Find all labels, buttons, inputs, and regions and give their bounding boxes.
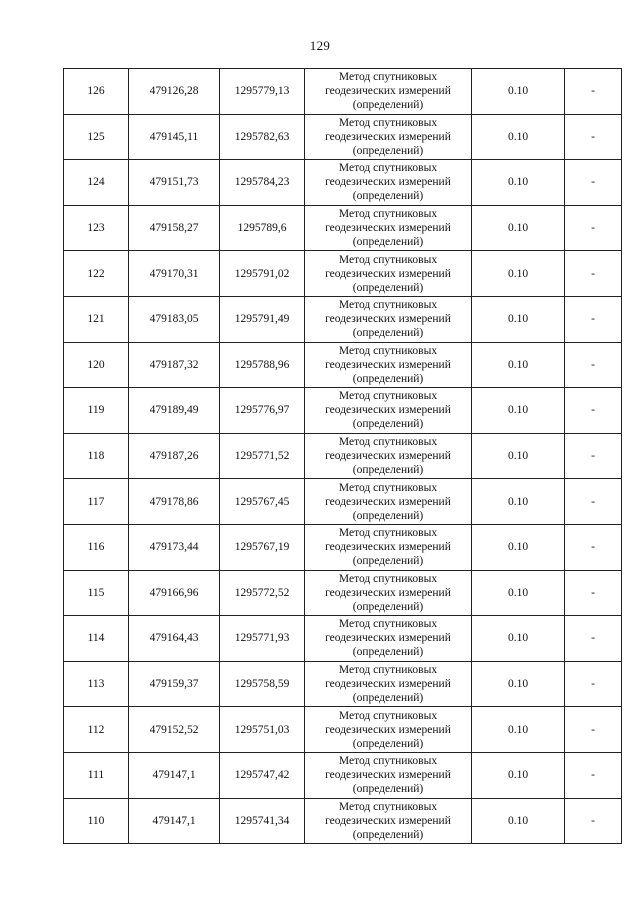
- y-coordinate-cell: 1295771,93: [220, 616, 305, 662]
- point-number-cell: 118: [64, 433, 129, 479]
- y-coordinate-cell: 1295791,02: [220, 251, 305, 297]
- y-coordinate-cell: 1295784,23: [220, 160, 305, 206]
- method-line: геодезических измерений: [325, 678, 451, 690]
- accuracy-cell: 0.10: [472, 707, 565, 753]
- method-line: (определений): [352, 144, 424, 157]
- y-coordinate-cell: 1295772,52: [220, 570, 305, 616]
- method-line: Метод спутниковых: [338, 572, 438, 585]
- method-line: Метод спутниковых: [338, 299, 438, 312]
- accuracy-cell: 0.10: [472, 251, 565, 297]
- method-cell: [305, 160, 472, 206]
- table-row: [64, 114, 622, 160]
- method-line: Метод спутниковых: [338, 71, 438, 84]
- method-line: (определений): [352, 236, 424, 249]
- description-cell: -: [565, 69, 622, 115]
- method-cell: [305, 251, 472, 297]
- x-coordinate-cell: 479164,43: [129, 616, 220, 662]
- point-number-cell: 116: [64, 524, 129, 570]
- accuracy-cell: 0.10: [472, 524, 565, 570]
- method-line: Метод спутниковых: [338, 253, 438, 266]
- point-number-cell: 113: [64, 661, 129, 707]
- method-line: геодезических измерений: [325, 313, 451, 326]
- method-line: (определений): [352, 372, 424, 385]
- x-coordinate-cell: 479189,49: [129, 388, 220, 434]
- method-line: (определений): [352, 555, 424, 568]
- y-coordinate-cell: 1295779,13: [220, 69, 305, 115]
- description-cell: -: [565, 388, 622, 434]
- method-cell: [305, 524, 472, 570]
- method-line: геодезических измерений: [325, 541, 451, 554]
- point-number-cell: 120: [64, 342, 129, 388]
- x-coordinate-cell: 479183,05: [129, 296, 220, 342]
- method-line: (определений): [352, 646, 424, 659]
- method-cell: [305, 205, 472, 251]
- table-row: [64, 205, 622, 251]
- description-cell: -: [565, 342, 622, 388]
- y-coordinate-cell: 1295771,52: [220, 433, 305, 479]
- method-cell: [305, 69, 472, 115]
- method-line: (определений): [352, 737, 424, 750]
- y-coordinate-cell: 1295758,59: [220, 661, 305, 707]
- method-line: (определений): [352, 464, 424, 477]
- method-line: геодезических измерений: [325, 267, 451, 280]
- method-cell: [305, 433, 472, 479]
- accuracy-cell: 0.10: [472, 479, 565, 525]
- method-line: (определений): [352, 281, 424, 294]
- method-line: геодезических измерений: [325, 723, 451, 736]
- method-line: геодезических измерений: [325, 130, 451, 143]
- point-number-cell: 114: [64, 616, 129, 662]
- coordinates-table-body: [64, 69, 622, 844]
- y-coordinate-cell: 1295789,6: [220, 205, 305, 251]
- table-row: [64, 388, 622, 434]
- table-row: [64, 570, 622, 616]
- method-line: (определений): [352, 692, 424, 705]
- method-line: геодезических измерений: [325, 222, 451, 235]
- point-number-cell: 121: [64, 296, 129, 342]
- description-cell: -: [565, 661, 622, 707]
- table-row: [64, 69, 622, 115]
- x-coordinate-cell: 479187,32: [129, 342, 220, 388]
- method-line: геодезических измерений: [325, 814, 451, 827]
- y-coordinate-cell: 1295782,63: [220, 114, 305, 160]
- description-cell: -: [565, 296, 622, 342]
- table-row: [64, 296, 622, 342]
- method-line: геодезических измерений: [325, 769, 451, 782]
- description-cell: -: [565, 114, 622, 160]
- x-coordinate-cell: 479126,28: [129, 69, 220, 115]
- x-coordinate-cell: 479151,73: [129, 160, 220, 206]
- method-line: Метод спутниковых: [338, 618, 438, 631]
- method-line: Метод спутниковых: [338, 663, 438, 676]
- accuracy-cell: 0.10: [472, 616, 565, 662]
- method-line: Метод спутниковых: [338, 755, 438, 768]
- point-number-cell: 111: [64, 752, 129, 798]
- method-cell: [305, 798, 472, 844]
- y-coordinate-cell: 1295751,03: [220, 707, 305, 753]
- method-line: (определений): [352, 327, 424, 340]
- description-cell: -: [565, 570, 622, 616]
- method-line: Метод спутниковых: [338, 344, 438, 357]
- x-coordinate-cell: 479170,31: [129, 251, 220, 297]
- point-number-cell: 122: [64, 251, 129, 297]
- point-number-cell: 110: [64, 798, 129, 844]
- y-coordinate-cell: 1295741,34: [220, 798, 305, 844]
- table-row: [64, 707, 622, 753]
- table-row: [64, 524, 622, 570]
- accuracy-cell: 0.10: [472, 388, 565, 434]
- accuracy-cell: 0.10: [472, 160, 565, 206]
- method-line: (определений): [352, 99, 424, 112]
- accuracy-cell: 0.10: [472, 296, 565, 342]
- method-line: (определений): [352, 783, 424, 796]
- point-number-cell: 119: [64, 388, 129, 434]
- method-line: геодезических измерений: [325, 404, 451, 417]
- x-coordinate-cell: 479187,26: [129, 433, 220, 479]
- method-line: Метод спутниковых: [338, 709, 438, 722]
- description-cell: -: [565, 205, 622, 251]
- accuracy-cell: 0.10: [472, 69, 565, 115]
- point-number-cell: 124: [64, 160, 129, 206]
- accuracy-cell: 0.10: [472, 661, 565, 707]
- table-row: [64, 433, 622, 479]
- description-cell: -: [565, 707, 622, 753]
- method-cell: [305, 114, 472, 160]
- point-number-cell: 117: [64, 479, 129, 525]
- method-line: (определений): [352, 600, 424, 613]
- description-cell: -: [565, 160, 622, 206]
- method-line: (определений): [352, 509, 424, 522]
- y-coordinate-cell: 1295747,42: [220, 752, 305, 798]
- x-coordinate-cell: 479147,1: [129, 752, 220, 798]
- method-line: геодезических измерений: [325, 495, 451, 508]
- description-cell: -: [565, 798, 622, 844]
- table-row: [64, 798, 622, 844]
- accuracy-cell: 0.10: [472, 205, 565, 251]
- method-line: Метод спутниковых: [338, 116, 438, 129]
- accuracy-cell: 0.10: [472, 752, 565, 798]
- method-line: Метод спутниковых: [338, 527, 438, 540]
- method-cell: [305, 342, 472, 388]
- method-line: (определений): [352, 190, 424, 203]
- table-row: [64, 661, 622, 707]
- point-number-cell: 125: [64, 114, 129, 160]
- method-cell: [305, 570, 472, 616]
- table-row: [64, 752, 622, 798]
- method-line: Метод спутниковых: [338, 481, 438, 494]
- page-number: 129: [309, 38, 331, 53]
- x-coordinate-cell: 479147,1: [129, 798, 220, 844]
- x-coordinate-cell: 479173,44: [129, 524, 220, 570]
- point-number-cell: 126: [64, 69, 129, 115]
- method-cell: [305, 479, 472, 525]
- x-coordinate-cell: 479159,37: [129, 661, 220, 707]
- description-cell: -: [565, 479, 622, 525]
- table-row: [64, 479, 622, 525]
- description-cell: -: [565, 251, 622, 297]
- accuracy-cell: 0.10: [472, 570, 565, 616]
- table-row: [64, 616, 622, 662]
- description-cell: -: [565, 616, 622, 662]
- accuracy-cell: 0.10: [472, 342, 565, 388]
- method-line: геодезических измерений: [325, 586, 451, 599]
- method-line: (определений): [352, 828, 424, 841]
- y-coordinate-cell: 1295767,19: [220, 524, 305, 570]
- method-line: Метод спутниковых: [338, 800, 438, 813]
- point-number-cell: 112: [64, 707, 129, 753]
- y-coordinate-cell: 1295788,96: [220, 342, 305, 388]
- table-row: [64, 342, 622, 388]
- method-line: геодезических измерений: [325, 176, 451, 189]
- description-cell: -: [565, 433, 622, 479]
- method-line: Метод спутниковых: [338, 208, 438, 221]
- accuracy-cell: 0.10: [472, 798, 565, 844]
- method-cell: [305, 616, 472, 662]
- coordinates-table: [63, 68, 622, 844]
- method-line: Метод спутниковых: [338, 162, 438, 175]
- method-cell: [305, 388, 472, 434]
- accuracy-cell: 0.10: [472, 114, 565, 160]
- method-cell: [305, 752, 472, 798]
- y-coordinate-cell: 1295791,49: [220, 296, 305, 342]
- method-line: геодезических измерений: [325, 85, 451, 98]
- point-number-cell: 123: [64, 205, 129, 251]
- description-cell: -: [565, 752, 622, 798]
- method-line: Метод спутниковых: [338, 390, 438, 403]
- accuracy-cell: 0.10: [472, 433, 565, 479]
- x-coordinate-cell: 479158,27: [129, 205, 220, 251]
- table-row: [64, 251, 622, 297]
- method-line: геодезических измерений: [325, 450, 451, 463]
- method-line: геодезических измерений: [325, 358, 451, 371]
- method-cell: [305, 661, 472, 707]
- y-coordinate-cell: 1295767,45: [220, 479, 305, 525]
- method-cell: [305, 296, 472, 342]
- x-coordinate-cell: 479152,52: [129, 707, 220, 753]
- method-line: Метод спутниковых: [338, 436, 438, 449]
- method-line: геодезических измерений: [325, 632, 451, 645]
- x-coordinate-cell: 479166,96: [129, 570, 220, 616]
- table-row: [64, 160, 622, 206]
- method-cell: [305, 707, 472, 753]
- method-line: (определений): [352, 418, 424, 431]
- x-coordinate-cell: 479178,86: [129, 479, 220, 525]
- x-coordinate-cell: 479145,11: [129, 114, 220, 160]
- point-number-cell: 115: [64, 570, 129, 616]
- y-coordinate-cell: 1295776,97: [220, 388, 305, 434]
- description-cell: -: [565, 524, 622, 570]
